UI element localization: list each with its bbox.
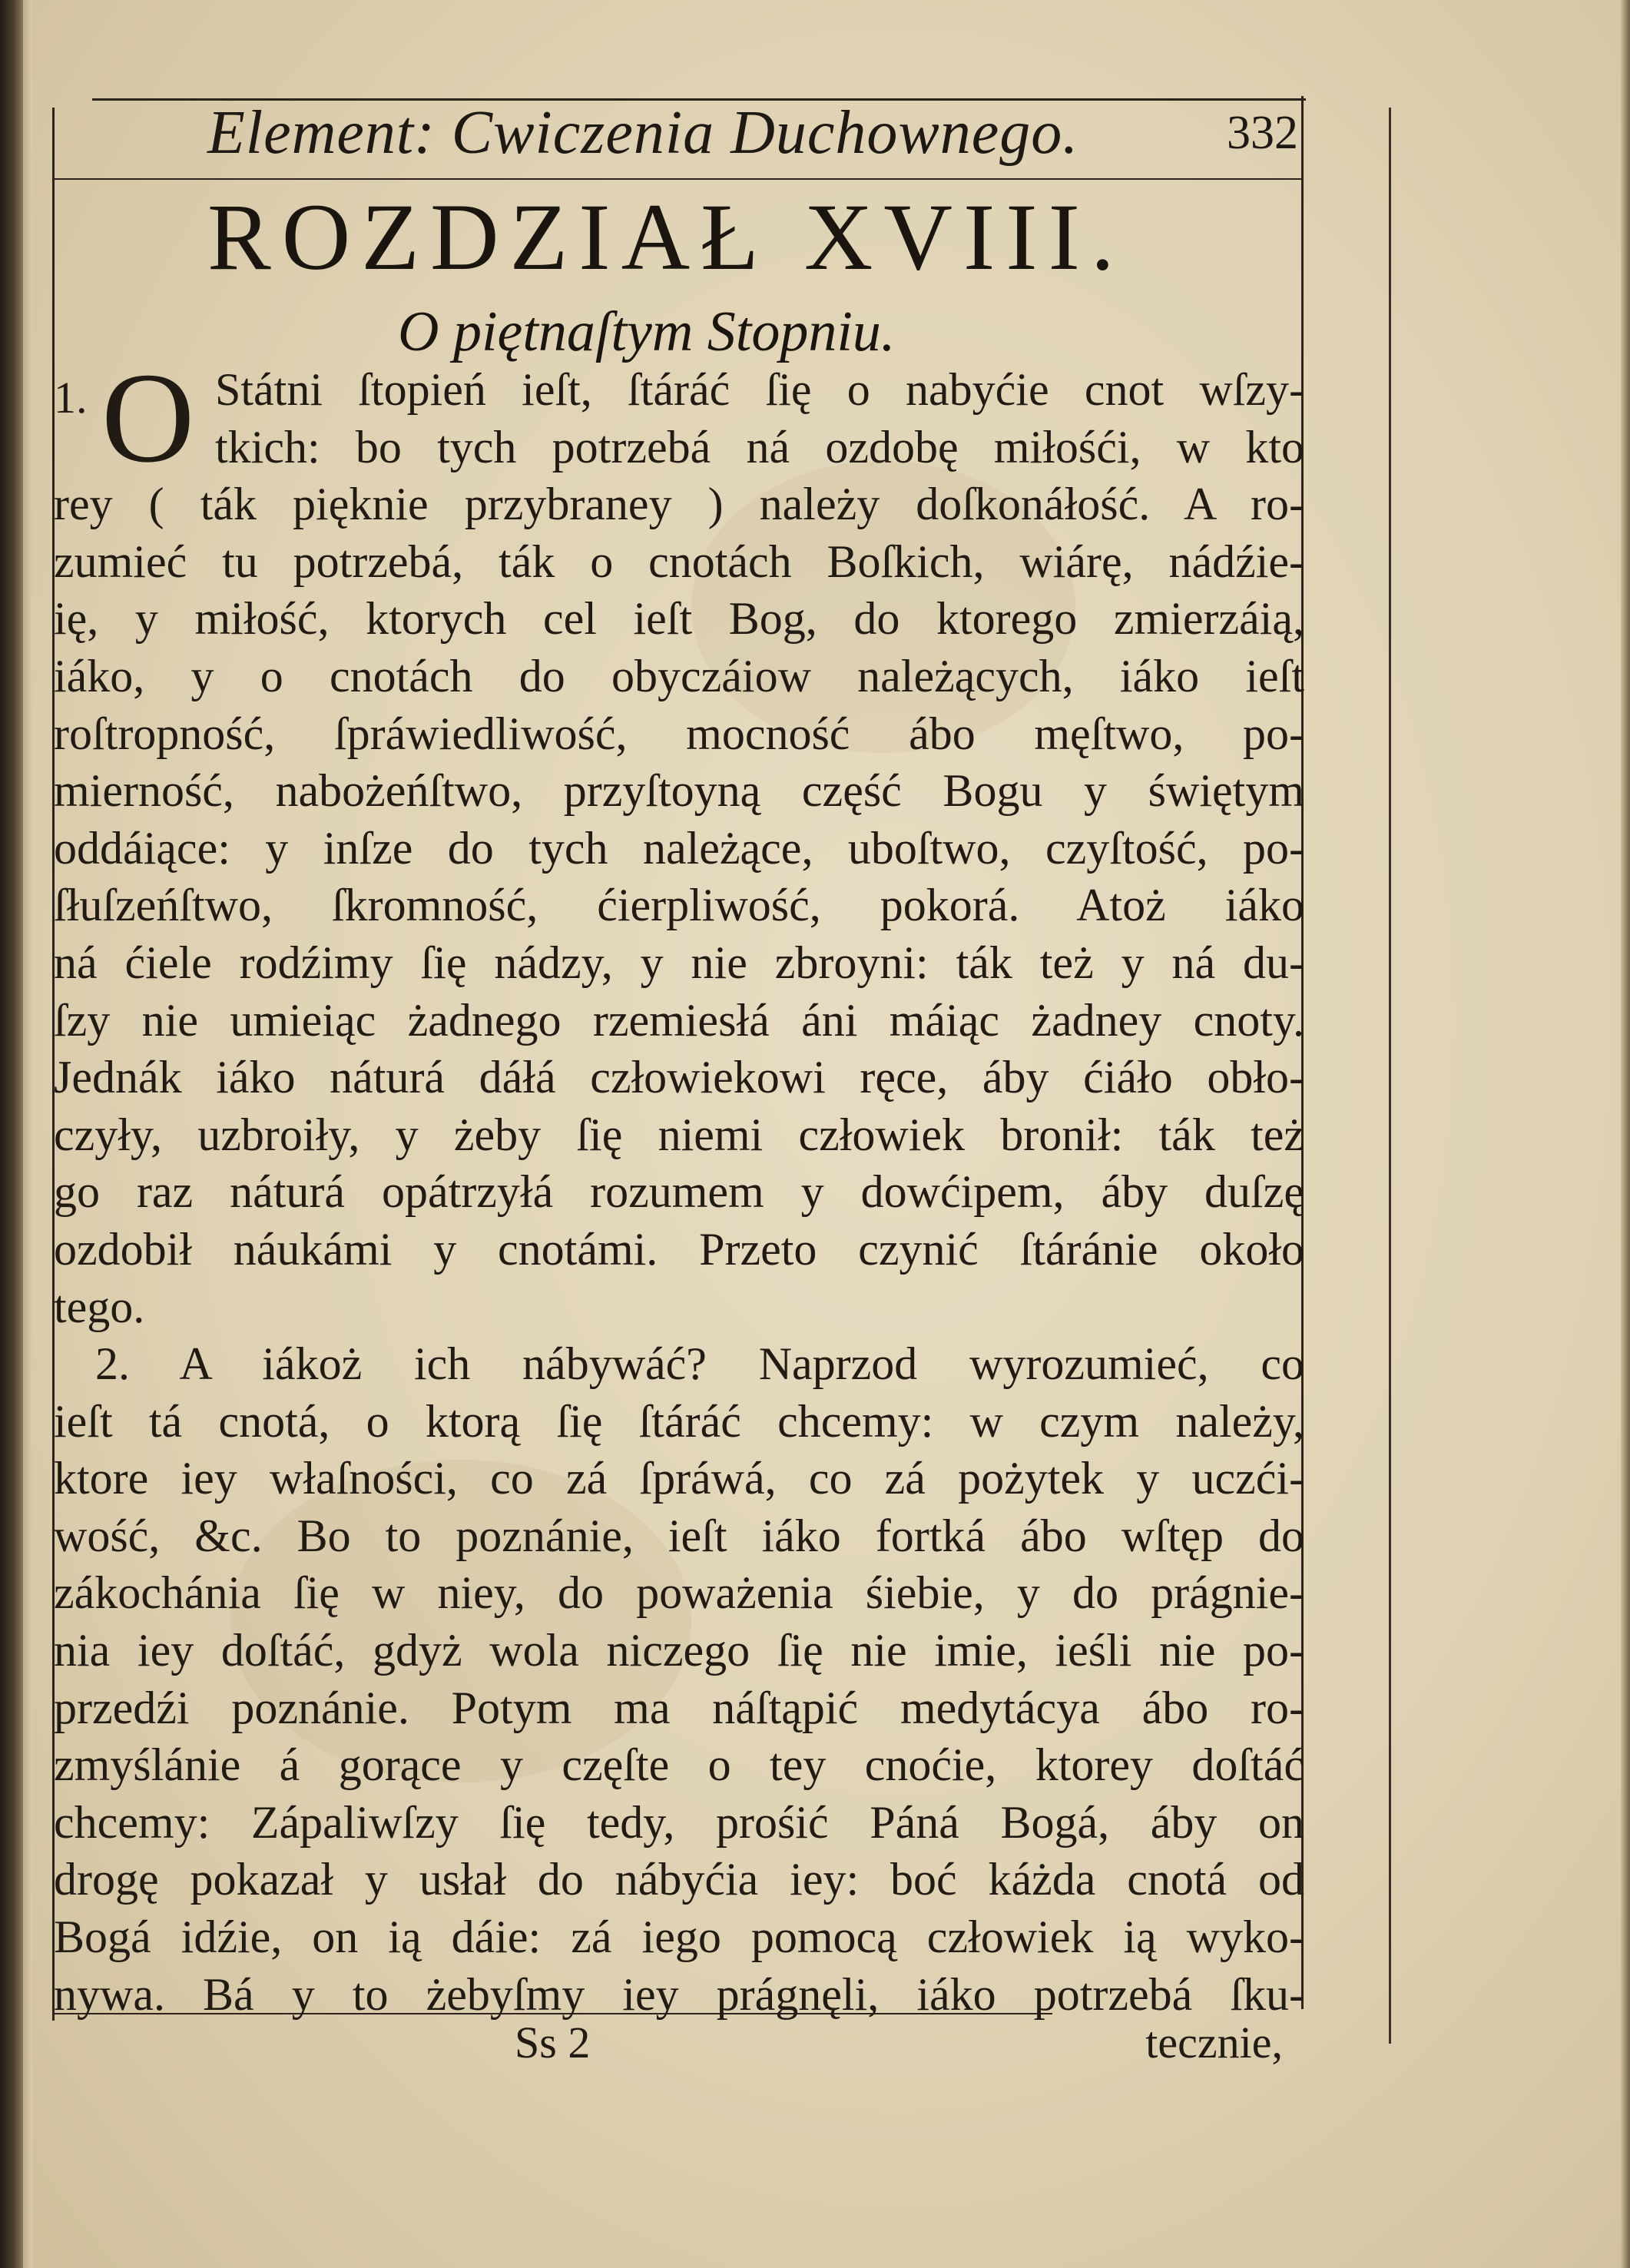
- text-line: ozdobił náukámi y cnotámi. Przeto czynić ſtáránie około: [54, 1223, 1304, 1275]
- header-underline: [52, 178, 1303, 180]
- body-text: [54, 361, 1304, 2023]
- text-line: wość, &c. Bo to poznánie, ieſt iáko fortká ábo wſtęp do: [54, 1510, 1304, 1561]
- chapter-subtitle: O piętnaſtym Stopniu.: [398, 300, 896, 363]
- text-line: ſzy nie umieiąc żadnego rzemiesłá áni máiąc żadney cnoty.: [54, 994, 1304, 1046]
- page-number: 332: [1227, 107, 1298, 159]
- text-line: 2. A iákoż ich nábywáć? Naprzod wyrozumieć, co: [95, 1338, 1304, 1390]
- previous-page-edge: [23, 0, 32, 2268]
- text-line: rey ( ták pięknie przybraney ) należy doſkonáłość. A ro-: [54, 479, 1304, 530]
- drop-cap: O: [101, 346, 195, 489]
- text-line: przedźi poznánie. Potym ma náſtąpić medytácya ábo ro-: [54, 1682, 1304, 1733]
- text-line: iáko, y o cnotách do obyczáiow należących, iáko ieſt: [54, 650, 1304, 701]
- text-line: ná ćiele rodźimy ſię nádzy, y nie zbroyni: ták też y ná du-: [54, 937, 1304, 988]
- page-footer: [54, 2017, 1283, 2078]
- text-line: nia iey doſtáć, gdyż wola niczego ſię nie imie, ieśli nie po-: [54, 1625, 1304, 1676]
- text-line: zmyślánie á gorące y częſte o tey cnoćie, ktorey doſtáć: [54, 1739, 1304, 1791]
- text-line: ſłuſzeńſtwo, ſkromność, ćierpliwość, pokorá. Atoż iáko: [54, 880, 1304, 931]
- text-line: Bogá idźie, on ią dáie: zá iego pomocą człowiek ią wyko-: [54, 1912, 1304, 1963]
- text-line: ię, y miłość, ktorych cel ieſt Bog, do ktorego zmierzáią,: [54, 593, 1304, 645]
- outer-right-rule: [1389, 108, 1391, 2044]
- signature-mark: Ss 2: [515, 2018, 591, 2067]
- catchword: tecznie,: [1145, 2018, 1283, 2067]
- running-title: Element: Cwiczenia Duchownego.: [207, 99, 1079, 167]
- text-line: mierność, nabożeńſtwo, przyſtoyną część Bogu y świętym: [54, 765, 1304, 817]
- text-line: Státni ſtopień ieſt, ſtáráć ſię o nabyćie cnot wſzy-: [215, 364, 1304, 415]
- text-line: zumieć tu potrzebá, ták o cnotách Boſkich, wiárę, nádźie-: [54, 536, 1304, 587]
- text-line: go raz náturá opátrzyłá rozumem y dowćipem, áby duſzę: [54, 1166, 1304, 1218]
- chapter-heading: ROZDZIAŁ XVIII.: [207, 184, 1125, 290]
- text-line: ktore iey właſności, co zá ſpráwá, co zá pożytek y uczći-: [54, 1453, 1304, 1504]
- text-line: Jednák iáko náturá dáłá człowiekowi ręce, áby ćiáło obło-: [54, 1052, 1304, 1103]
- text-line: chcemy: Zápaliwſzy ſię tedy, prośić Páná Bogá, áby on: [54, 1796, 1304, 1848]
- page-right-edge: [1621, 0, 1630, 2268]
- text-line: zákochánia ſię w niey, do poważenia śiebie, y do prágnie-: [54, 1567, 1304, 1619]
- text-line: czyły, uzbroiły, y żeby ſię niemi człowiek bronił: ták też: [54, 1109, 1304, 1160]
- text-line: tkich: bo tych potrzebá ná ozdobę miłośći, w kto: [215, 421, 1304, 472]
- binding-gutter: [0, 0, 23, 2268]
- running-header: [184, 98, 1298, 175]
- text-line: oddáiące: y inſze do tych należące, uboſtwo, czyſtość, po-: [54, 822, 1304, 874]
- text-line: roſtropność, ſpráwiedliwość, mocność ábo męſtwo, po-: [54, 708, 1304, 759]
- paragraph-number: 1.: [54, 373, 88, 423]
- text-line: tego.: [54, 1281, 145, 1332]
- text-line: drogę pokazał y usłał do nábyćia iey: boć káżda cnotá od: [54, 1854, 1304, 1905]
- text-line: nywa. Bá y to żebyſmy iey prágnęli, iáko potrzebá ſku-: [54, 1968, 1304, 2020]
- text-line: ieſt tá cnotá, o ktorą ſię ſtáráć chcemy: w czym należy,: [54, 1395, 1304, 1447]
